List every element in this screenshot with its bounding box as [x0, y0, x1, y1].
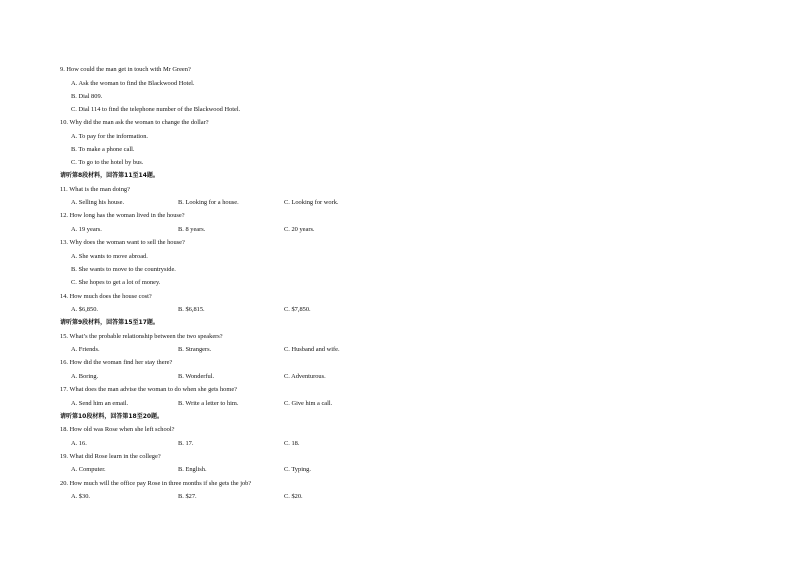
question-12-option-b: B. 8 years.: [178, 226, 206, 233]
question-17-option-a: A. Send him an email.: [71, 400, 129, 407]
question-14-option-c: C. $7,850.: [284, 306, 311, 313]
question-12-option-c: C. 20 years.: [284, 226, 315, 233]
question-11-option-b: B. Looking for a house.: [178, 199, 239, 206]
question-18-stem: 18. How old was Rose when she left school?: [60, 426, 175, 433]
question-11-stem: 11. What is the man doing?: [60, 186, 130, 193]
question-9-option-a: A. Ask the woman to find the Blackwood Hotel.: [71, 80, 195, 87]
question-13-stem: 13. Why does the woman want to sell the house?: [60, 239, 185, 246]
question-20-stem: 20. How much will the office pay Rose in three months if she gets the job?: [60, 480, 252, 487]
question-13-option-b: B. She wants to move to the countryside.: [71, 266, 176, 273]
question-20-option-b: B. $27.: [178, 493, 197, 500]
question-10-option-a: A. To pay for the information.: [71, 133, 148, 140]
question-14-stem: 14. How much does the house cost?: [60, 293, 152, 300]
section-10-instruction: 请听第10段材料，回答第18至20题。: [60, 413, 164, 420]
question-19-option-b: B. English.: [178, 466, 207, 473]
section-9-instruction: 请听第9段材料，回答第15至17题。: [60, 319, 159, 326]
question-16-option-b: B. Wonderful.: [178, 373, 215, 380]
question-19-option-c: C. Typing.: [284, 466, 311, 473]
question-10-option-b: B. To make a phone call.: [71, 146, 135, 153]
question-9-option-c: C. Dial 114 to find the telephone number of the Blackwood Hotel.: [71, 106, 241, 113]
question-18-option-b: B. 17.: [178, 440, 194, 447]
question-18-option-a: A. 16.: [71, 440, 87, 447]
question-12-option-a: A. 19 years.: [71, 226, 102, 233]
question-15-option-b: B. Strangers.: [178, 346, 212, 353]
question-18-option-c: C. 18.: [284, 440, 300, 447]
question-17-option-c: C. Give him a call.: [284, 400, 333, 407]
question-20-option-c: C. $20.: [284, 493, 303, 500]
section-8-instruction: 请听第8段材料，回答第11至14题。: [60, 172, 159, 179]
question-10-option-c: C. To go to the hotel by bus.: [71, 159, 144, 166]
question-14-option-a: A. $6,850.: [71, 306, 98, 313]
question-10-stem: 10. Why did the man ask the woman to change the dollar?: [60, 119, 209, 126]
question-16-stem: 16. How did the woman find her stay there?: [60, 359, 173, 366]
question-17-option-b: B. Write a letter to him.: [178, 400, 239, 407]
question-19-option-a: A. Computer.: [71, 466, 106, 473]
question-14-option-b: B. $6,815.: [178, 306, 205, 313]
question-17-stem: 17. What does the man advise the woman to do when she gets home?: [60, 386, 238, 393]
question-13-option-a: A. She wants to move abroad.: [71, 253, 148, 260]
question-15-stem: 15. What’s the probable relationship between the two speakers?: [60, 333, 223, 340]
question-20-option-a: A. $30.: [71, 493, 90, 500]
question-16-option-c: C. Adventurous.: [284, 373, 326, 380]
question-16-option-a: A. Boring.: [71, 373, 99, 380]
question-12-stem: 12. How long has the woman lived in the house?: [60, 212, 185, 219]
question-13-option-c: C. She hopes to get a lot of money.: [71, 279, 161, 286]
question-11-option-a: A. Selling his house.: [71, 199, 125, 206]
question-15-option-c: C. Husband and wife.: [284, 346, 340, 353]
question-19-stem: 19. What did Rose learn in the college?: [60, 453, 161, 460]
question-9-stem: 9. How could the man get in touch with Mr Green?: [60, 66, 191, 73]
question-9-option-b: B. Dial 809.: [71, 93, 103, 100]
question-15-option-a: A. Friends.: [71, 346, 100, 353]
question-11-option-c: C. Looking for work.: [284, 199, 339, 206]
